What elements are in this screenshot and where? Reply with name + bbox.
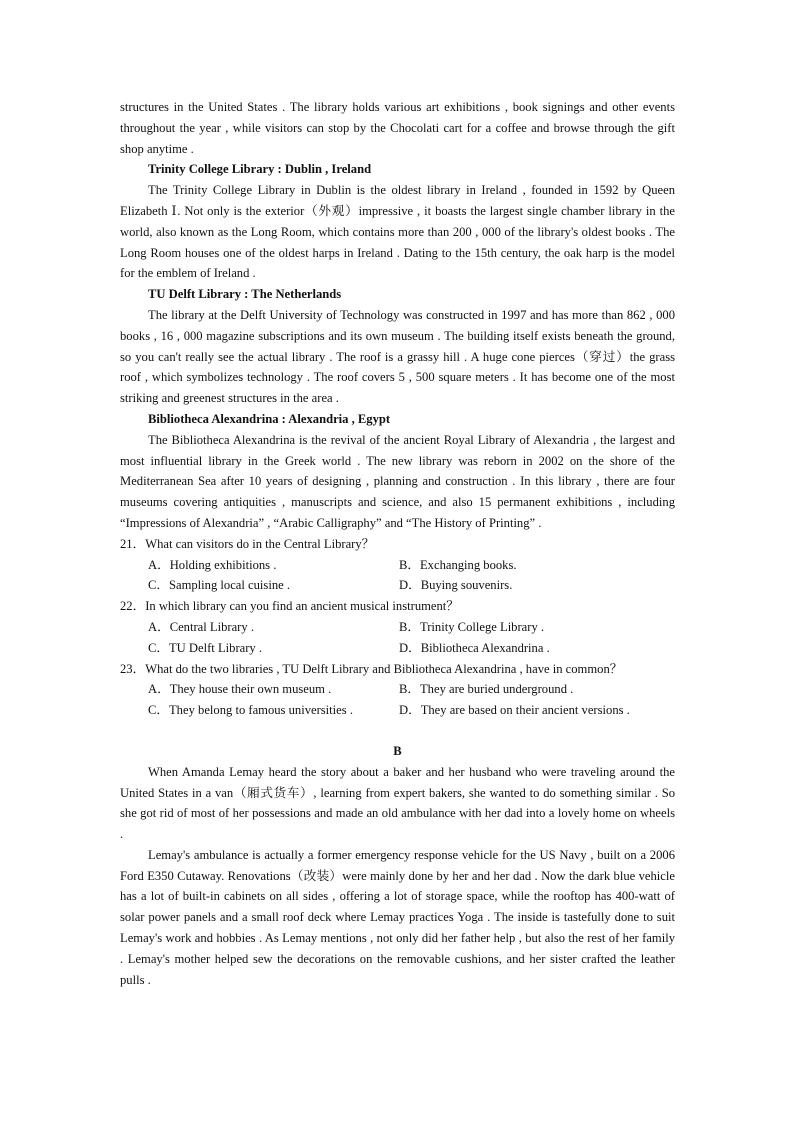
- option-23-c: C．They belong to famous universities .: [148, 703, 353, 718]
- question-23-options-row-2: [120, 700, 675, 721]
- option-22-a: A．Central Library .: [148, 619, 254, 634]
- question-21-options-row-2: [120, 575, 675, 596]
- question-22-options-row-1: [120, 617, 675, 638]
- option-21-a: A．Holding exhibitions .: [148, 557, 277, 572]
- option-23-d: D．They are based on their ancient versions .: [399, 703, 630, 718]
- option-21-b: B．Exchanging books.: [399, 557, 517, 572]
- library-heading-trinity: Trinity College Library : Dublin , Ireland: [148, 162, 372, 177]
- option-23-a: A．They house their own museum .: [148, 682, 332, 697]
- question-21-stem: 21．What can visitors do in the Central Library？: [120, 536, 375, 551]
- library-text-tu-delft: The library at the Delft University of Technology was constructed in 1997 and has more than 862 , 000 books , 16 , 000 magazine subscriptions and its own museum . The building itself exists beneath the ground, so you can't really see the actual library . The roof is a grassy hill . A huge cone pierces（穿过）the grass roof , which symbolizes technology . The roof covers 5 , 500 square meters . It has become one of the most striking and greenest structures in the area .: [120, 307, 675, 406]
- passage-b-paragraph-2: Lemay's ambulance is actually a former emergency response vehicle for the US Navy , built on a 2006 Ford E350 Cutaway. Renovations（改装）were mainly done by her and her dad . Now the dark blue vehicle has a lot of built-in cabinets on all sides , offering a lot of storage space, while the rooftop has 400-watt of solar power panels and a small roof deck where Lemay practices Yoga . The inside is tastefully done to suit Lemay's work and hobbies . As Lemay mentions , not only did her father help , but also the rest of her family . Lemay's mother helped sew the decorations on the removable cushions, and her sister crafted the leather pulls .: [120, 847, 675, 987]
- question-21-options-row-1: [120, 555, 675, 576]
- section-b-title: B: [393, 743, 402, 758]
- question-22-options-row-2: [120, 638, 675, 659]
- option-21-d: D．Buying souvenirs.: [399, 578, 513, 593]
- option-21-c: C．Sampling local cuisine .: [148, 578, 291, 593]
- page-content: [120, 97, 675, 990]
- option-23-b: B．They are buried underground .: [399, 682, 574, 697]
- passage-b-paragraph-1: When Amanda Lemay heard the story about a baker and her husband who were traveling around the United States in a van（厢式货车）, learning from expert bakers, she wanted to do something similar . So she got rid of most of her possessions and made an old ambulance with her dad into a lovely home on wheels .: [120, 764, 675, 842]
- library-heading-alexandrina: Bibliotheca Alexandrina : Alexandria , Egypt: [148, 411, 391, 426]
- option-22-b: B．Trinity College Library .: [399, 619, 545, 634]
- library-heading-tu-delft: TU Delft Library : The Netherlands: [148, 287, 342, 302]
- question-23-stem: 23．What do the two libraries , TU Delft Library and Bibliotheca Alexandrina , have in common？: [120, 661, 623, 676]
- library-text-alexandrina: The Bibliotheca Alexandrina is the revival of the ancient Royal Library of Alexandria , the largest and most influential library in the Greek world . The new library was reborn in 2002 on the shore of the Mediterranean Sea after 10 years of designing , planning and construction . In this library , there are four museums covering antiquities , manuscripts and science, and also 15 permanent exhibitions , including “Impressions of Alexandria” , “Arabic Calligraphy” and “The History of Printing” .: [120, 432, 675, 530]
- question-23-options-row-1: [120, 679, 675, 700]
- passage-a-intro-end: structures in the United States . The library holds various art exhibitions , book signings and other events throughout the year , while visitors can stop by the Chocolati cart for a coffee and browse through the gift shop anytime .: [120, 100, 675, 156]
- option-22-d: D．Bibliotheca Alexandrina .: [399, 640, 550, 655]
- library-text-trinity: The Trinity College Library in Dublin is the oldest library in Ireland , founded in 1592 by Queen Elizabeth Ⅰ. Not only is the exterior（外观）impressive , it boasts the largest single chamber library in the world, also known as the Long Room, which contains more than 200 , 000 of the library's oldest books . The Long Room houses one of the oldest harps in Ireland . Dating to the 15th century, the oak harp is the model for the emblem of Ireland .: [120, 183, 675, 281]
- question-22-stem: 22．In which library can you find an ancient musical instrument？: [120, 599, 459, 614]
- option-22-c: C．TU Delft Library .: [148, 640, 263, 655]
